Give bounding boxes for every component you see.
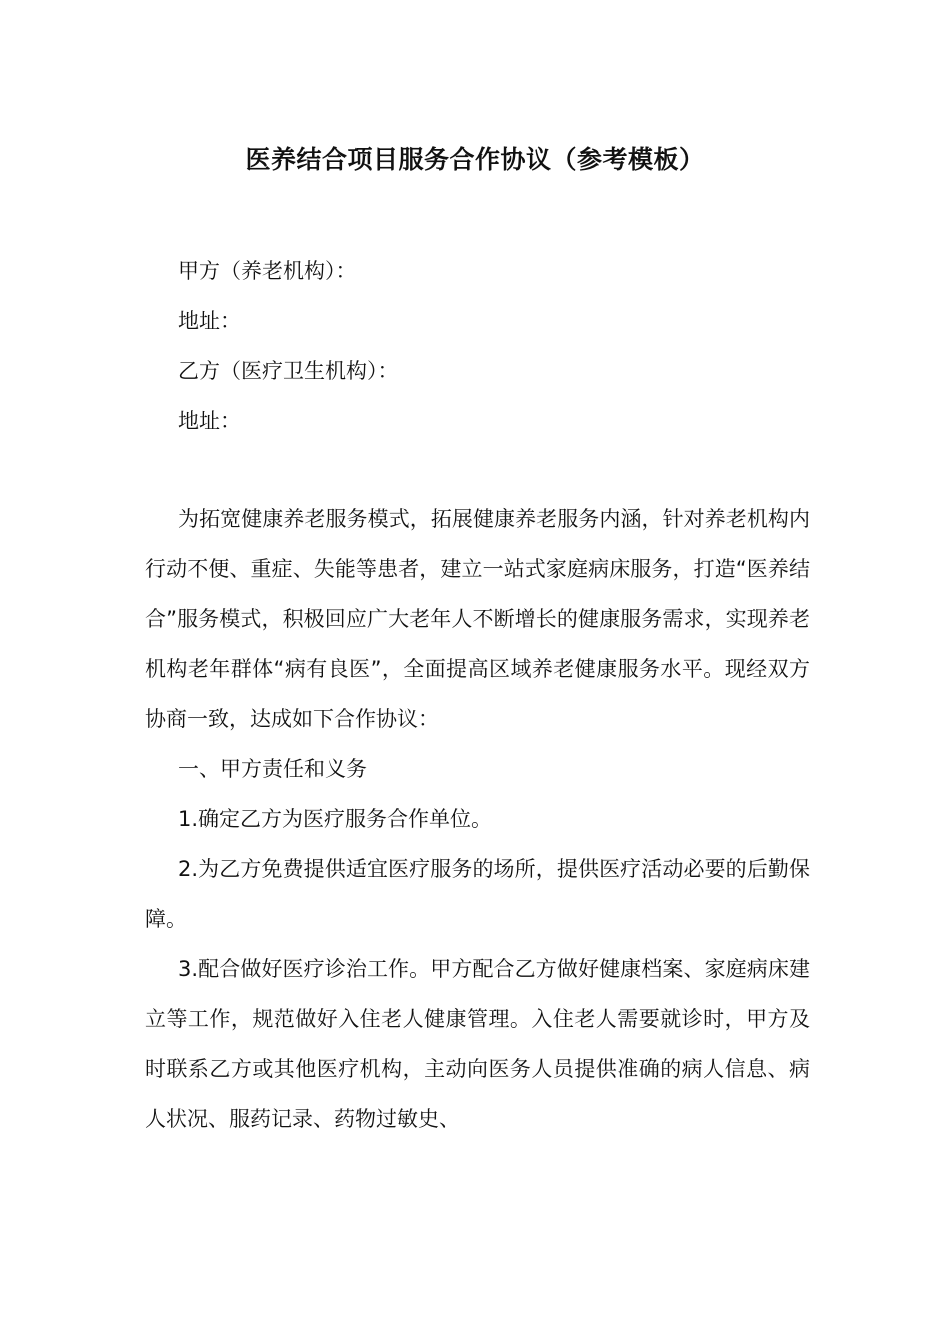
- document-title: 医养结合项目服务合作协议（参考模板）: [245, 145, 705, 174]
- party-a-label: 甲方（养老机构）：: [178, 259, 357, 283]
- section-heading-party-a-duties: 一、甲方责任和义务: [178, 757, 367, 781]
- clause-3: 3.配合做好医疗诊治工作。甲方配合乙方做好健康档案、家庭病床建立等工作，规范做好入住老人健康管理。入住老人需要就诊时，甲方及时联系乙方或其他医疗机构，主动向医务人员提供准确的病人信息、病人状况、服药记录、药物过敏史、: [145, 957, 810, 1131]
- party-a-address-label: 地址：: [178, 309, 241, 333]
- clause-2: 2.为乙方免费提供适宜医疗服务的场所，提供医疗活动必要的后勤保障。: [145, 857, 810, 931]
- party-b-label: 乙方（医疗卫生机构）：: [178, 359, 399, 383]
- clause-1: 1.确定乙方为医疗服务合作单位。: [178, 807, 493, 831]
- party-b-address-label: 地址：: [178, 409, 241, 433]
- agreement-body: [145, 494, 810, 1144]
- preamble-paragraph: 为拓宽健康养老服务模式，拓展健康养老服务内涵，针对养老机构内行动不便、重症、失能等患者，建立一站式家庭病床服务，打造“医养结合”服务模式，积极回应广大老年人不断增长的健康服务需求，实现养老机构老年群体“病有良医”，全面提高区域养老健康服务水平。现经双方协商一致，达成如下合作协议：: [145, 507, 810, 731]
- party-block: [178, 246, 399, 446]
